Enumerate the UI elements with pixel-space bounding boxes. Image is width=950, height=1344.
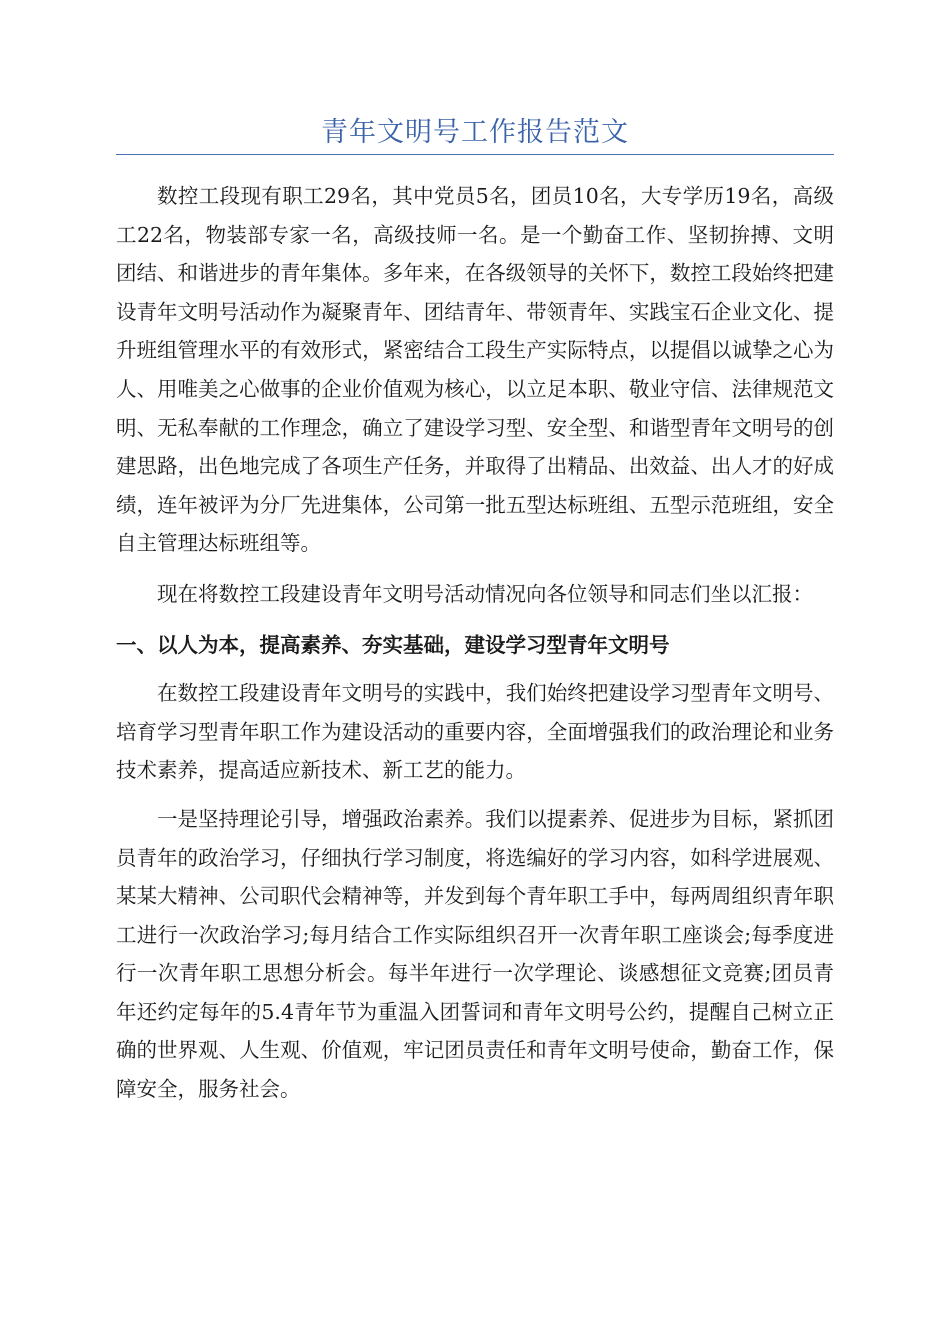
report-lead-paragraph: 现在将数控工段建设青年文明号活动情况向各位领导和同志们坐以汇报： — [157, 581, 813, 606]
intro-paragraph: 数控工段现有职工29名，其中党员5名，团员10名，大专学历19名，高级工22名，物装部专家一名，高级技师一名。是一个勤奋工作、坚韧拚搏、文明团结、和谐进步的青年集体。多年来，在各级领导的关怀下，数控工段始终把建设青年文明号活动作为凝聚青年、团结青年、带领青年、实践宝石企业文化、提升班组管理水平的有效形式，紧密结合工段生产实际特点，以提倡以诚挚之心为人、用唯美之心做事的企业价值观为核心，以立足本职、敬业守信、法律规范文明、无私奉献的工作理念，确立了建设学习型、安全型、和谐型青年文明号的创建思路，出色地完成了各项生产任务，并取得了出精品、出效益、出人才的好成绩，连年被评为分厂先进集体，公司第一批五型达标班组、五型示范班组，安全自主管理达标班组等。 — [116, 184, 834, 556]
section-heading: 一、以人为本，提高素养、夯实基础，建设学习型青年文明号 — [116, 632, 670, 657]
section-paragraph: 在数控工段建设青年文明号的实践中，我们始终把建设学习型青年文明号、培育学习型青年职工作为建设活动的重要内容，全面增强我们的政治理论和业务技术素养，提高适应新技术、新工艺的能力。 — [116, 681, 834, 783]
document-page — [116, 112, 834, 1109]
document-title: 青年文明号工作报告范文 — [321, 117, 629, 148]
title-underline — [116, 154, 834, 155]
section-paragraph: 一是坚持理论引导，增强政治素养。我们以提素养、促进步为目标，紧抓团员青年的政治学习，仔细执行学习制度，将选编好的学习内容，如科学进展观、某某大精神、公司职代会精神等，并发到每个青年职工手中，每两周组织青年职工进行一次政治学习;每月结合工作实际组织召开一次青年职工座谈会;每季度进行一次青年职工思想分析会。每半年进行一次学理论、谈感想征文竞赛;团员青年还约定每年的5.4青年节为重温入团誓词和青年文明号公约，提醒自己树立正确的世界观、人生观、价值观，牢记团员责任和青年文明号使命，勤奋工作，保障安全，服务社会。 — [116, 806, 834, 1102]
